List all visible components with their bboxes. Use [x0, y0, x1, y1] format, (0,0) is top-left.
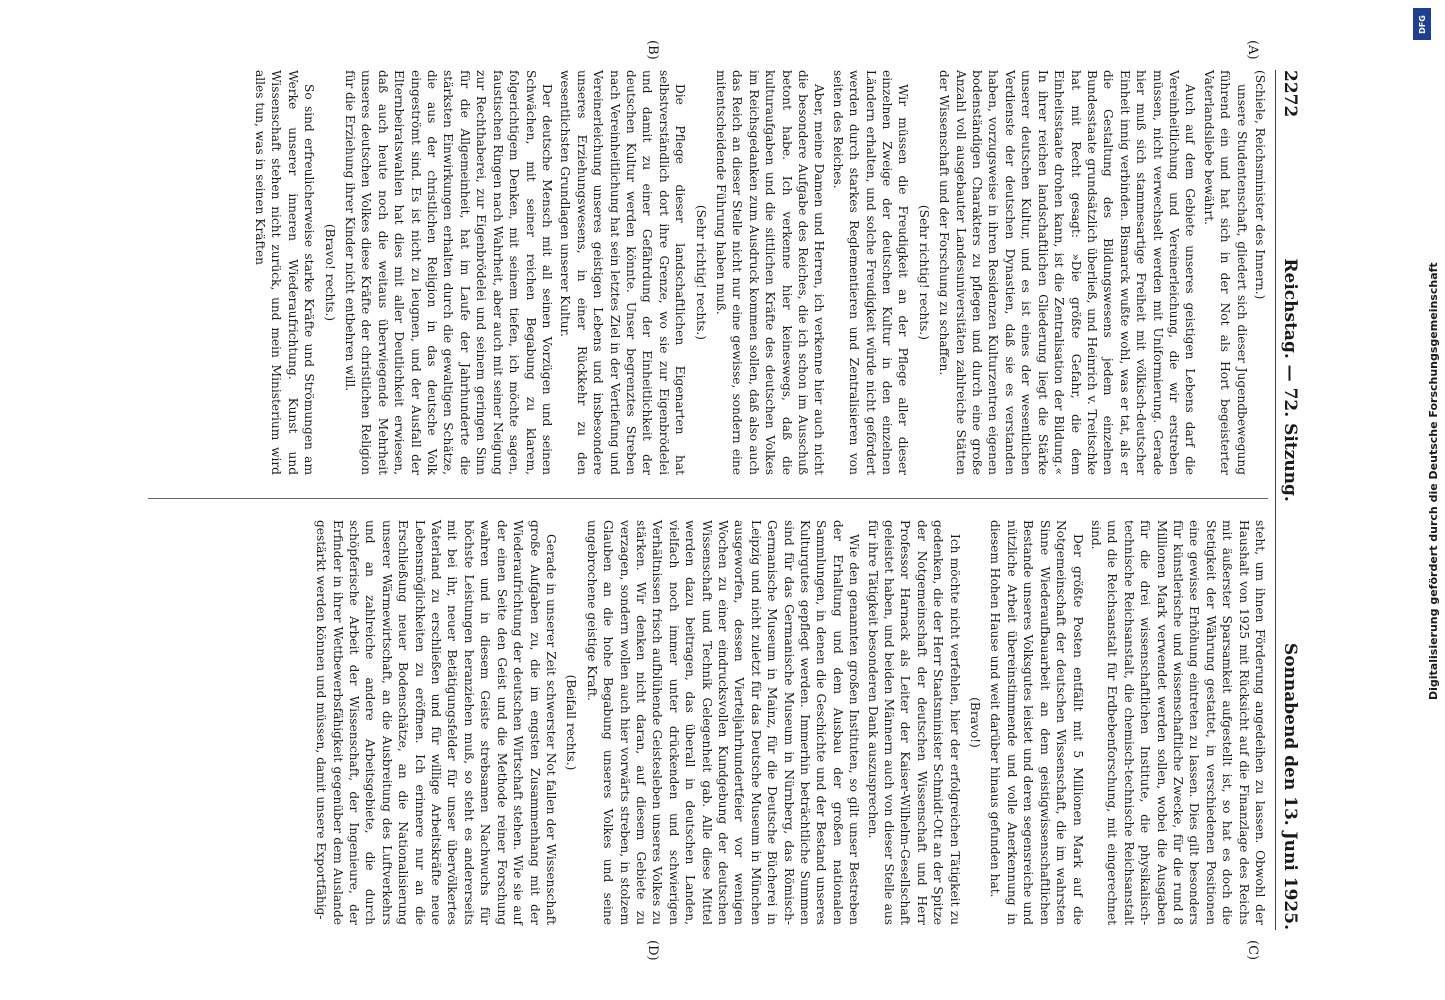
paragraph: Wir müssen die Freudigkeit an der Pflege aller dieser einzelnen Zweige der deutschen Kultur in den einzelnen Ländern erhalten, und solche Freudigkeit würde nicht gefördert werden durch starkes Reglementieren und Zentralisieren von seiten des Reiches. [830, 70, 911, 475]
interjection: (Bravo!) [968, 697, 983, 748]
interjection: (Beifall rechts.) [564, 674, 579, 771]
paragraph: steht, um ihnen Förderung angedeihen zu lassen. Obwohl der Haushalt von 1925 mit Rücksicht auf die Finanzlage des Reichs mit äußerster Sparsamkeit aufgestellt ist, so hat es doch die Stetigkeit der Währung gestattet, in verschiedenen Positionen eine gewisse Erhöhung eintreten zu lassen. Dies gilt besonders für künstlerische und wissenschaftliche Zwecke, für die rund 8 Millionen Mark verwendet werden sollen, wobei die Ausgaben für die drei wissenschaftlichen Institute, die physikalisch-technische Reichsanstalt, die chemisch-technische Reichsanstalt und die Reichsanstalt für Erdbebenforschung, mit eingerechnet sind. [1088, 520, 1267, 925]
paragraph: Aber, meine Damen und Herren, ich verkenne hier auch nicht die besondere Aufgabe des Reiches, die ich schon im Ausschuß betont habe. Ich verkenne hier keineswegs, daß die kulturaufgaben und die sittlichen Kräfte des deutschen Volkes im Reichsgedanken zum Ausdruck kommen sollen, daß also auch das Reich an dieser Stelle nicht nur eine gewisse, sondern eine mitentscheidende Führung haben muß. [714, 70, 827, 475]
page-header [1275, 70, 1320, 930]
margin-marker-a: (A) [1245, 40, 1260, 60]
interjection: (Bravo! rechts.) [322, 223, 337, 322]
right-column [311, 520, 1268, 925]
session-date: Sonnabend den 13. Juni 1925. [1280, 642, 1300, 930]
paragraph: unsere Studentenschaft, gliedert sich dieser Jugendbewegung führend ein und hat sich in der Not als Hort begeisterter Vaterlandsliebe bewährt. [1201, 70, 1249, 475]
interjection: (Sehr richtig! rechts.) [916, 204, 931, 341]
page-number: 2272 [1280, 70, 1300, 118]
session-title: Reichstag. — 72. Sitzung. [1280, 258, 1300, 502]
paragraph: Auch auf dem Gebiete unseres geistigen Lebens darf die Vereinheitlichung und Vereinerleichung, die wir erstreben müssen, nicht verwechselt werden mit Uniformierung. Gerade hier muß sich stammesartige Freiheit mit völkisch-deutscher Einheit innig verbinden. Bismarck wußte wohl, was er tat, als er die Gestaltung des Bildungswesens jedem einzelnen Bundesstaate grundsätzlich überließ, und Heinrich v. Treitschke hat mit Recht gesagt: »Die größte Gefahr, die dem Einheitsstaate drohen kann, ist die Zentralisation der Bildung.« In ihrer reichen landschaftlichen Gliederung liegt die Stärke unserer deutschen Kultur, und es ist eines der wesentlichen Verdienste der deutschen Dynastien, daß sie es verstanden haben, vorzugsweise in ihren Residenzen Kulturzentren eigenen bodenständigen Charakters zu pflegen und durch eine große Anzahl voll ausgebauter Landesuniversitäten zahlreiche Stätten der Wissenschaft und der Forschung zu schaffen. [937, 70, 1198, 475]
paragraph: So sind erfreulicherweise starke Kräfte und Strömungen am Werke unserer inneren Wiederaufrichtung. Kunst und Wissenschaft stehen nicht zurück, und mein Ministerium wird alles tun, was in seinen Kräften [253, 70, 317, 475]
rotated-page-content [100, 40, 1320, 961]
interjection: (Sehr richtig! rechts.) [693, 204, 708, 341]
left-column [250, 70, 1268, 475]
margin-marker-b: (B) [645, 40, 660, 60]
paragraph: Die Pflege dieser landschaftlichen Eigenarten hat selbstverständlich dort ihre Grenze, wo sie zur Eigenbrödelei und damit zu einer Gefährdung der Einheitlichkeit der deutschen Kultur werden könnte. Unser begrenztes Streben nach Vereinheitlichung hat sein letztes Ziel in der Vertiefung und Vereinerleichung unseres geistigen Lebens und insbesondere unseres Erziehungswesens, in einer Rückkehr zu den wesentlichsten Grundlagen unserer Kultur. [558, 70, 688, 475]
paragraph: Ich möchte nicht verfehlen, hier der erfolgreichen Tätigkeit zu gedenken, die der Herr Staatsminister Schmidt-Ott an der Spitze der Notgemeinschaft der deutschen Wissenschaft und Herr Professor Harnack als Leiter der Kaiser-Wilhelm-Gesellschaft geleistet haben, und beiden Männern auch von dieser Stelle aus für ihre Tätigkeit besonderen Dank auszusprechen. [865, 520, 962, 925]
margin-marker-c: (C) [1245, 940, 1260, 961]
margin-marker-d: (D) [645, 940, 660, 961]
paragraph: Der deutsche Mensch mit all seinen Vorzügen und seinen Schwächen, mit seiner reichen Begabung zu klarem, folgerichtigem Denken, mit seinem tiefen, ich möchte sagen, faustischen Ringen nach Wahrheit, aber auch mit seiner Neigung zur Rechthaberei, zur Eigenbrödelei und seinem geringen Sinn für die Allgemeinheit, hat im Laufe der Jahrhunderte die stärksten Einwirkungen erhalten durch die gewaltigen Schätze, die aus der christlichen Religion in das deutsche Volk eingeströmt sind. Es ist nicht zu leugnen, und der Ausfall der Elternbeiratswahlen hat dies mit aller Deutlichkeit erwiesen, daß auch heute noch die weitaus überwiegende Mehrheit unseres deutschen Volkes diese Kräfte der christlichen Religion für die Erziehung ihrer Kinder nicht entbehren will. [343, 70, 554, 475]
column-divider [148, 498, 1268, 499]
digitization-credit: Digitalisierung gefördert durch die Deutsche Forschungsgemeinschaft [1427, 262, 1440, 700]
speaker-label: (Schiele, Reichsminister des Innern.) [1253, 70, 1267, 300]
paragraph: Der größte Posten entfällt mit 5 Millionen Mark auf die Notgemeinschaft der deutschen Wissenschaft, die im wahrsten Sinne Wiederaufbauarbeit an dem geistigwissenschaftlichen Bestande unseres Volksgutes leistet und deren segensreiche und nützliche Arbeit übereinstimmende und volle Anerkennung in diesem Hohen Hause und weit darüber hinaus gefunden hat. [988, 520, 1085, 925]
paragraph: Gerade in unserer Zeit schwerster Not fallen der Wissenschaft große Aufgaben zu, die im engsten Zusammenhang mit der Wiederaufrichtung der deutschen Wirtschaft stehen. Wie sie auf der einen Seite den Geist und die Methode reiner Forschung wahren und in diesem Geiste strebsamen Nachwuchs für höchste Leistungen heranziehen muß, so steht es andererseits mit bei ihr, neuer Betätigungsfelder für unser übervölkertes Vaterland zu erschließen und für willige Arbeitskräfte neue Lebensmöglichkeiten zu eröffnen. Ich erinnere nur an die Erschließung neuer Bodenschätze, an die Nationalisierung unserer Wärmewirtschaft, an die Ausbreitung des Luftverkehrs und an zahlreiche andere Arbeitsgebiete, die durch schöpferische Arbeit der Wissenschaft, der Ingenieure, der Erfinder in ihrer Wettbewerbsfähigkeit gegenüber dem Auslande gestärkt werden können und müssen, damit unsere Exportfähig- [314, 520, 558, 925]
paragraph: Wie den genannten großen Instituten, so gilt unser Bestreben der Erhaltung und dem Ausbau der großen nationalen Sammlungen, in denen die Geschichte und der Bestand unseres Kulturgutes gepflegt werden. Immerhin beträchtliche Summen sind für das Germanische Museum in Nürnberg, das Römisch-Germanische Museum in Mainz, für die Deutsche Bücherei in Leipzig und nicht zuletzt für das Deutsche Museum in München ausgeworfen, dessen Vierteljahrhundertfeier vor wenigen Wochen zu einer eindrucksvollen Kundgebung der deutschen Wissenschaft und Technik Gelegenheit gab. Alle diese Mittel werden dazu beitragen, das überall in deutschen Landen, vielfach noch immer unter drückenden und schwierigen Verhältnissen frisch aufblühende Geistesleben unseres Volkes zu stärken. Wir denken nicht daran, auf diesem Gebiete zu verzagen, sondern wollen auch hier vorwärts streben, in stolzem Glauben an die hohe Begabung unseres Volkes und seine ungebrochene geistige Kraft. [584, 520, 862, 925]
dfg-logo: DFG [1413, 8, 1431, 40]
